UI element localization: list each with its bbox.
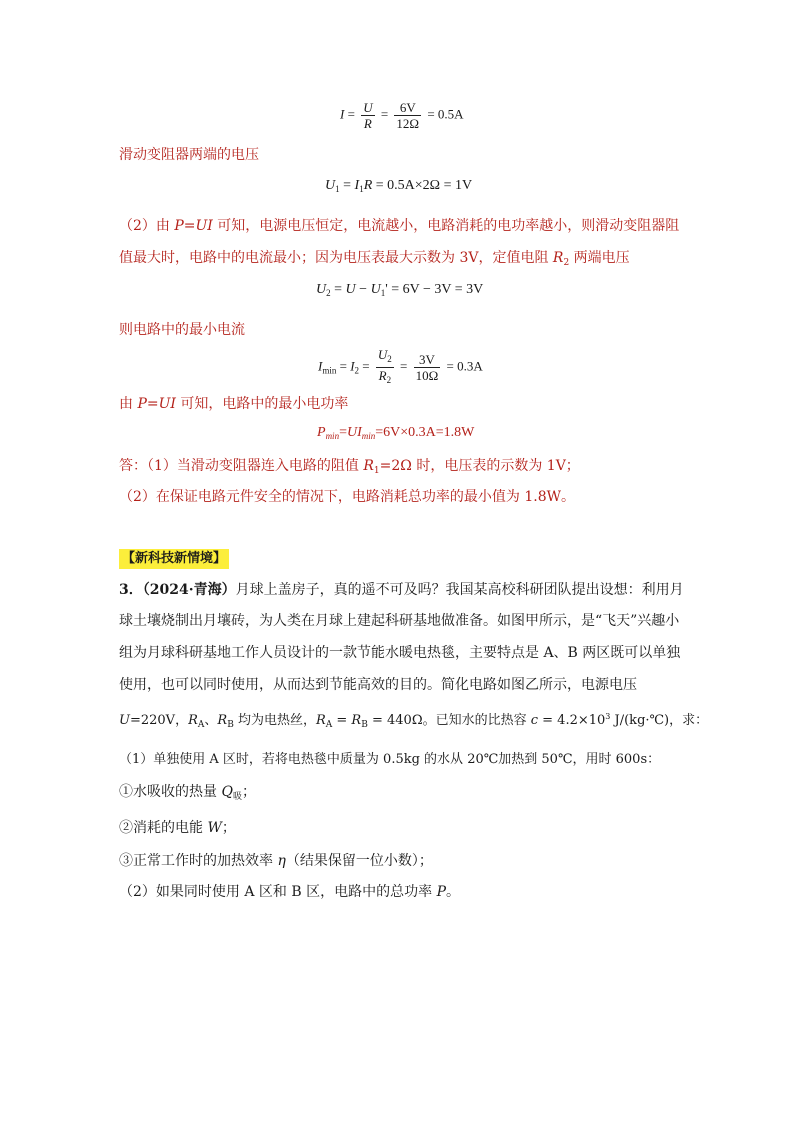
- eq-symbol: R: [378, 368, 387, 383]
- eq-result: = 0.5A×2Ω = 1V: [372, 178, 473, 193]
- formula-symbol: U: [119, 713, 130, 728]
- answer-2: （2）在保证电路元件安全的情况下，电路消耗总功率的最小值为 1.8W。: [119, 489, 576, 505]
- denominator: 12Ω: [396, 116, 420, 131]
- fraction: [394, 100, 421, 131]
- eq-symbol: U: [377, 347, 388, 362]
- eq-symbol: I: [340, 106, 345, 122]
- text-segment: （结果保留一位小数）；: [285, 853, 433, 869]
- eq-sign: −: [355, 282, 371, 297]
- formula-symbol: R: [217, 713, 228, 728]
- text-segment: （2）如果同时使用 A 区和 B 区，电路中的总功率: [119, 884, 437, 900]
- equation-current: [340, 100, 464, 131]
- eq-subscript: 2: [387, 354, 392, 364]
- question-1c: [119, 851, 433, 871]
- eq-result: = 0.3A: [446, 358, 483, 374]
- superscript: 3: [605, 712, 611, 721]
- subscript: B: [227, 720, 234, 730]
- formula-symbol: R: [552, 250, 564, 266]
- eq-subscript: min: [361, 431, 376, 441]
- eq-symbol: U: [316, 282, 327, 297]
- eq-subscript: min: [325, 431, 340, 441]
- fraction: [361, 100, 374, 131]
- text-segment: 两端电压: [569, 250, 630, 266]
- text-segment: 。: [445, 884, 460, 900]
- eq-symbol: P: [317, 425, 326, 440]
- section-tag: 【新科技新情境】: [119, 549, 229, 569]
- eq-result: ' = 6V − 3V = 3V: [385, 282, 484, 297]
- text-segment: ；: [221, 820, 236, 836]
- problem-line5: [119, 707, 708, 735]
- eq-result: = 0.5A: [427, 106, 464, 122]
- formula-symbol: P: [436, 884, 446, 900]
- subscript: B: [361, 720, 368, 730]
- text-segment: （2）由: [119, 218, 175, 234]
- text-segment: = 440Ω。已知水的比热容: [367, 713, 531, 728]
- equation-imin: $I_{min} = I_2$ = $\frac{U_2}{R_2}$ = $\frac{3V}{10\Omega}$ = 0.3A: [318, 347, 483, 388]
- text-segment: 值最大时，电路中的电流最小；因为电压表最大示数为 3V，定值电阻: [119, 250, 553, 266]
- question-1: （1）单独使用 A 区时，若将电热毯中质量为 0.5kg 的水从 20℃加热到 50℃，用时 600s：: [119, 752, 661, 767]
- subscript: A: [197, 720, 205, 730]
- numerator: [376, 347, 394, 368]
- formula-symbol: R: [188, 713, 198, 728]
- text-segment: 月球上盖房子，真的遥不可及吗？我国某高校科研团队提出设想：利用月: [235, 582, 684, 598]
- question-1a: [119, 782, 256, 807]
- eq-symbol: R: [363, 178, 373, 193]
- eq-sign: =: [339, 425, 347, 440]
- answer-1: [119, 456, 580, 481]
- eq-subscript: 2: [326, 288, 331, 298]
- text-segment: 均为电热丝，: [233, 713, 316, 728]
- text-segment: 可知，电源电压恒定，电流越小，电路消耗的电功率越小，则滑动变阻器阻: [212, 218, 680, 234]
- text-segment: ；: [241, 784, 256, 800]
- formula: P=UI: [137, 396, 176, 412]
- eq-symbol: U: [370, 282, 381, 297]
- eq-subscript: 1: [359, 184, 364, 194]
- eq-symbol: UI: [346, 425, 362, 440]
- eq-symbol: I: [318, 358, 323, 374]
- subscript: 1: [373, 466, 380, 476]
- eq-result: =6V×0.3A=1.8W: [375, 425, 475, 440]
- text-segment: = 4.2×10: [538, 713, 606, 728]
- problem-source: （2024·青海）: [142, 582, 236, 598]
- text-segment: =2Ω 时，电压表的示数为 1V；: [379, 458, 580, 474]
- eq-sign: =: [330, 282, 346, 297]
- eq-sign: =: [380, 106, 389, 122]
- eq-symbol: I: [350, 358, 355, 374]
- problem-line3: 组为月球科研基地工作人员设计的一款节能水暖电热毯，主要特点是 A、B 两区既可以单独: [119, 645, 681, 661]
- part2-line2: [119, 248, 630, 273]
- eq-symbol: U: [325, 178, 336, 193]
- eq-subscript: 1: [380, 288, 386, 298]
- text-segment: 由: [119, 396, 138, 412]
- problem-line1: [119, 580, 684, 600]
- formula-symbol: R: [351, 713, 362, 728]
- formula-symbol: W: [207, 820, 222, 836]
- text-segment: 答：（1）当滑动变阻器连入电路的阻值: [119, 458, 364, 474]
- part2-line1: [119, 216, 679, 236]
- text-segment: 可知，电路中的最小电功率: [175, 396, 349, 412]
- denominator: [376, 368, 394, 388]
- equation-slider-voltage: [325, 178, 472, 194]
- text-segment: ②消耗的电能: [119, 820, 208, 836]
- eq-sign: =: [347, 106, 355, 122]
- formula-symbol: η: [277, 853, 286, 869]
- fraction: [376, 347, 394, 388]
- formula-symbol: Q: [221, 784, 233, 800]
- equation-pmin: [317, 425, 474, 441]
- text-segment: =220V，: [129, 713, 189, 728]
- text-segment: 、: [204, 713, 218, 728]
- slider-voltage-label: 滑动变阻器两端的电压: [119, 147, 259, 163]
- formula-symbol: c: [530, 713, 539, 728]
- subscript: A: [325, 720, 333, 730]
- fraction: [414, 352, 441, 383]
- min-power-label: [119, 394, 348, 414]
- text-segment: =: [332, 713, 352, 728]
- subscript: 吸: [232, 792, 242, 802]
- eq-symbol: U: [345, 282, 356, 297]
- eq-subscript: 2: [386, 375, 392, 385]
- text-segment: J/(kg·℃)，求：: [610, 713, 709, 728]
- problem-line4: 使用，也可以同时使用，从而达到节能高效的目的。简化电路如图乙所示，电源电压: [119, 677, 637, 693]
- numerator: 6V: [394, 100, 421, 116]
- subscript: 2: [563, 258, 570, 268]
- denominator: 10Ω: [415, 368, 439, 383]
- eq-sign: =: [359, 358, 373, 374]
- eq-sign: =: [339, 178, 355, 193]
- formula-symbol: R: [363, 458, 374, 474]
- numerator: 3V: [414, 352, 441, 368]
- question-1b: [119, 818, 236, 838]
- formula-symbol: R: [315, 713, 326, 728]
- eq-sign: =: [336, 358, 351, 374]
- denominator: R: [363, 116, 372, 131]
- text-segment: ③正常工作时的加热效率: [119, 853, 278, 869]
- equation-u2: [316, 282, 483, 298]
- eq-subscript: 1: [335, 184, 340, 194]
- problem-line2: 球土壤烧制出月壤砖，为人类在月球上建起科研基地做准备。如图甲所示，是“飞天”兴趣小: [119, 613, 680, 629]
- min-current-label: 则电路中的最小电流: [119, 322, 245, 338]
- problem-number: 3．: [119, 582, 143, 598]
- numerator: U: [363, 100, 373, 115]
- question-2: [119, 882, 460, 902]
- eq-symbol: I: [354, 178, 360, 193]
- formula: P=UI: [174, 218, 213, 234]
- eq-subscript: 2: [354, 365, 360, 376]
- text-segment: ①水吸收的热量: [119, 784, 222, 800]
- eq-subscript: min: [322, 365, 337, 376]
